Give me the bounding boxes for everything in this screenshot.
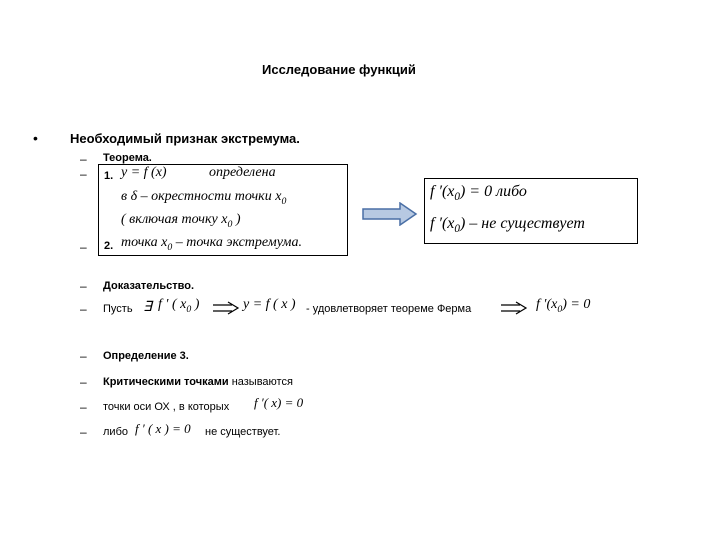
dash-marker: –	[80, 375, 87, 389]
critical-derivative: f ′ ( x ) = 0	[135, 421, 191, 436]
theorem-defined: определена	[209, 165, 276, 180]
dash-marker: –	[80, 349, 87, 363]
proof-result: f $'(x_0) = 0$	[536, 297, 591, 315]
not-exist-text: не существует.	[205, 426, 281, 438]
dash-marker: –	[80, 167, 87, 181]
critical-points-line: Критическими точками называются	[103, 376, 293, 388]
dash-marker: –	[80, 240, 87, 254]
definition-label: Определение 3.	[103, 350, 189, 362]
section-heading: Необходимый признак экстремума.	[70, 131, 300, 146]
proof-function: y = f ( x )	[243, 297, 296, 312]
theorem-box	[98, 164, 348, 256]
right-arrow-icon	[362, 202, 418, 226]
implies-arrow-icon	[500, 301, 528, 315]
theorem-function: y = f (x)	[121, 165, 167, 180]
theorem-label: Теорема.	[103, 152, 152, 164]
exists-symbol: ∃	[143, 300, 152, 315]
proof-derivative: f ′ ( $x_0$ )	[158, 297, 200, 315]
dash-marker: –	[80, 279, 87, 293]
theorem-neighborhood: в δ – окрестности точки $x_0$	[121, 189, 287, 207]
result-line-2: f $'(x_0)$ – не существует	[430, 215, 585, 236]
theorem-including: ( включая точку $x_0$ )	[121, 212, 241, 230]
result-box	[424, 178, 638, 244]
item-two: 2.	[104, 240, 114, 252]
points-text: точки оси ОХ , в которых	[103, 401, 230, 413]
fermat-text: - удовлетворяет теореме Ферма	[306, 303, 472, 315]
dash-marker: –	[80, 152, 87, 166]
let-label: Пусть	[103, 303, 133, 315]
proof-label: Доказательство.	[103, 280, 195, 292]
critical-equation: f ′( x) = 0	[254, 395, 304, 410]
result-line-1: f $'(x_0) = 0$ либо	[430, 183, 527, 204]
dash-marker: –	[80, 400, 87, 414]
either-text: либо	[103, 426, 128, 438]
dash-marker: –	[80, 302, 87, 316]
bullet-marker: •	[33, 130, 38, 146]
dash-marker: –	[80, 425, 87, 439]
item-one: 1.	[104, 170, 114, 182]
implies-arrow-icon	[212, 301, 240, 315]
page-title: Исследование функций	[262, 62, 416, 77]
theorem-extremum: точка $x_0$ – точка экстремума.	[121, 235, 302, 253]
